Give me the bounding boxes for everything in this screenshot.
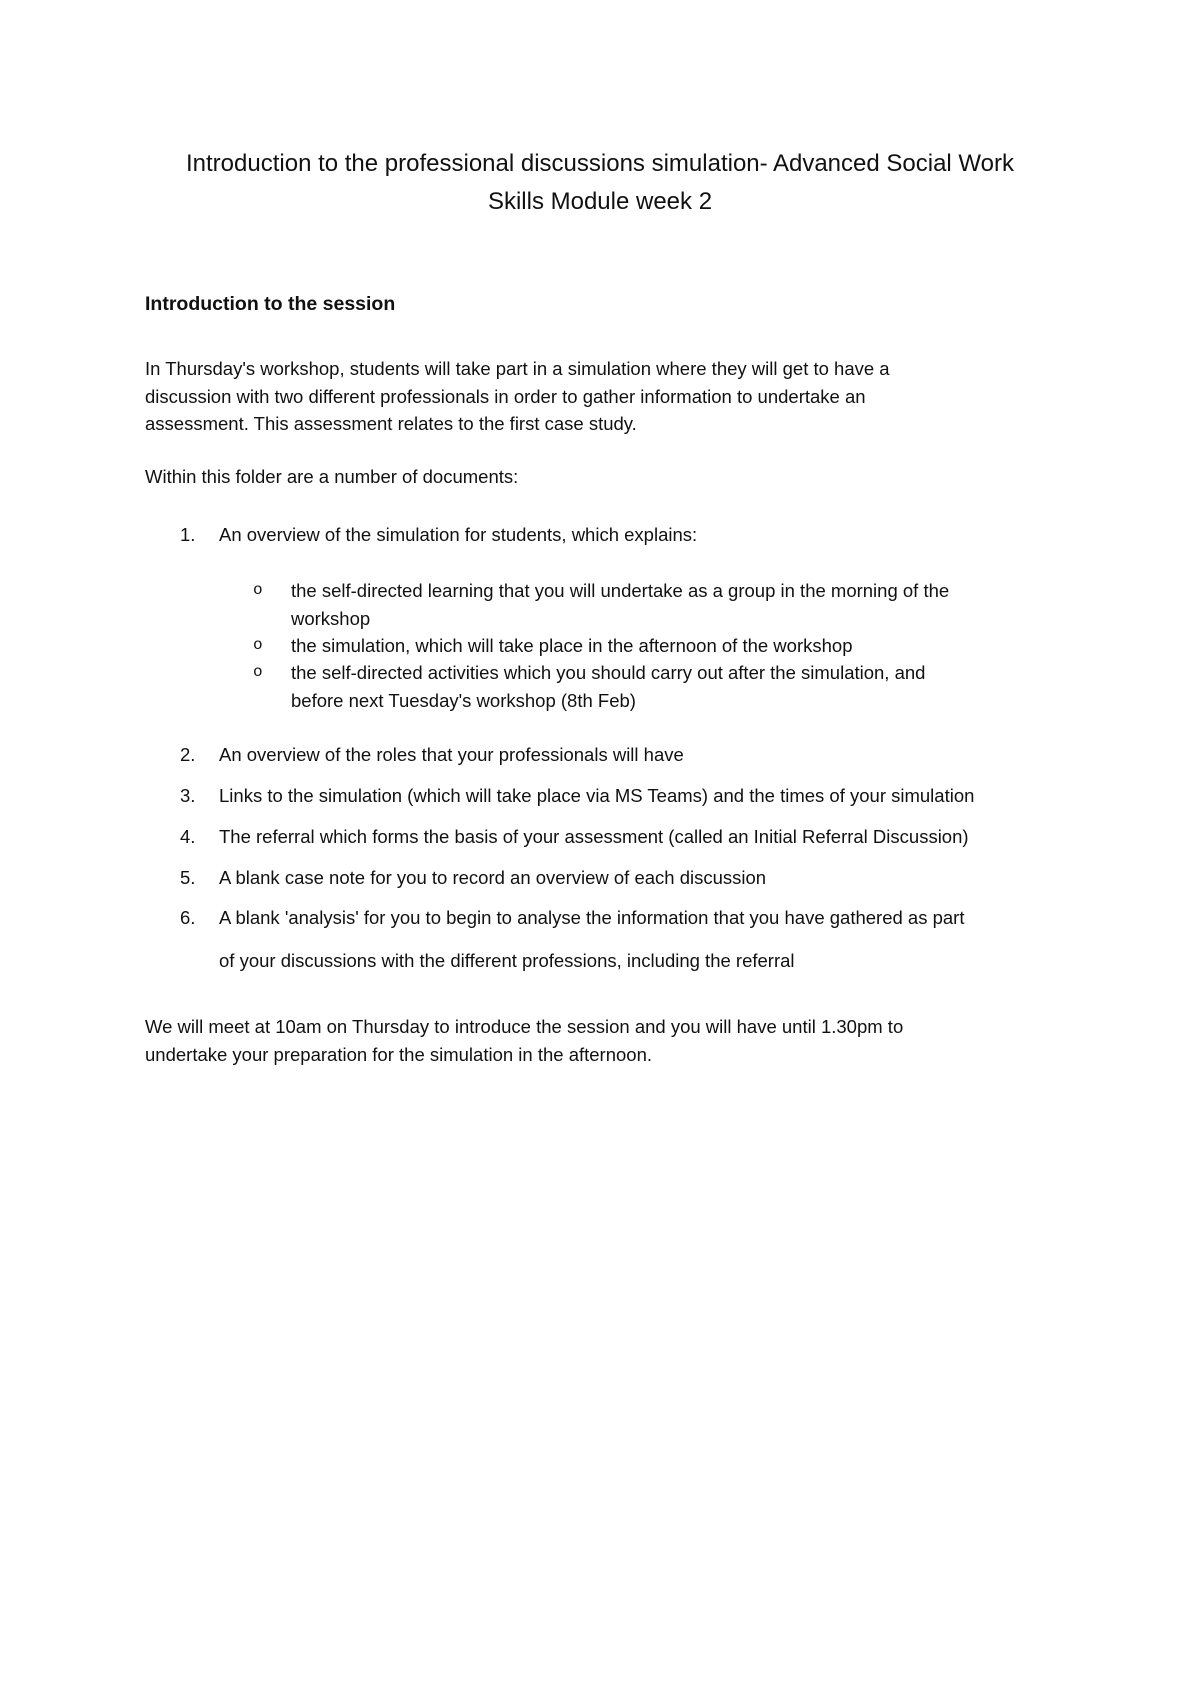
- closing-paragraph: [145, 1013, 1075, 1068]
- list-item-text: [219, 896, 1075, 982]
- list-number: 4.: [180, 826, 196, 847]
- list-item-line: of your discussions with the different professions, including the referral: [219, 950, 795, 971]
- title-line-2: Skills Module week 2: [487, 188, 713, 215]
- list-item-line: A blank 'analysis' for you to begin to analyse the information that you have gathered as part: [219, 907, 965, 928]
- document-title: [120, 145, 1080, 221]
- sub-list-item-text: [291, 577, 1071, 632]
- list-item-text: [219, 741, 1075, 769]
- sub-bullet-marker: o: [253, 581, 263, 599]
- folder-intro-line: Within this folder are a number of documents:: [145, 466, 519, 487]
- list-item-line: Links to the simulation (which will take place via MS Teams) and the times of your simulation: [219, 785, 975, 806]
- sub-list-item-text: [291, 632, 1071, 660]
- list-item-line: A blank case note for you to record an overview of each discussion: [219, 867, 767, 888]
- list-number: 6.: [180, 907, 196, 928]
- list-item-line: The referral which forms the basis of your assessment (called an Initial Referral Discussion): [219, 826, 969, 847]
- sub-bullet-marker: o: [253, 663, 263, 681]
- list-item-line: An overview of the simulation for students, which explains:: [219, 524, 698, 545]
- intro-line: discussion with two different professionals in order to gather information to undertake an: [145, 385, 866, 407]
- sub-list-item-line: workshop: [291, 607, 371, 629]
- sub-list-item-text: [291, 659, 1071, 714]
- list-item-text: [219, 864, 1075, 892]
- list-item-line: An overview of the roles that your professionals will have: [219, 744, 684, 765]
- list-item-text: [219, 782, 1075, 810]
- intro-paragraph: [145, 355, 1075, 438]
- sub-list-item-line: the self-directed activities which you should carry out after the simulation, and: [291, 662, 926, 683]
- sub-list-item-line: the self-directed learning that you will undertake as a group in the morning of the: [291, 580, 950, 601]
- sub-list-item-line: the simulation, which will take place in the afternoon of the workshop: [291, 635, 853, 656]
- list-number: 1.: [180, 524, 196, 545]
- list-number: 3.: [180, 785, 196, 806]
- list-item-text: [219, 823, 1075, 851]
- title-line-1: Introduction to the professional discussions simulation- Advanced Social Work: [186, 150, 1014, 177]
- list-number: 5.: [180, 867, 196, 888]
- section-heading: Introduction to the session: [145, 293, 396, 315]
- list-item-text: [219, 521, 1075, 549]
- intro-line: In Thursday's workshop, students will take part in a simulation where they will get to have a: [145, 358, 890, 379]
- closing-line: undertake your preparation for the simulation in the afternoon.: [145, 1043, 653, 1065]
- list-number: 2.: [180, 744, 196, 765]
- intro-line: assessment. This assessment relates to the first case study.: [145, 413, 637, 434]
- sub-bullet-marker: o: [253, 636, 263, 654]
- sub-list-item-line: before next Tuesday's workshop (8th Feb): [291, 689, 636, 711]
- folder-intro-paragraph: [145, 463, 1075, 491]
- closing-line: We will meet at 10am on Thursday to introduce the session and you will have until 1.30pm to: [145, 1016, 904, 1037]
